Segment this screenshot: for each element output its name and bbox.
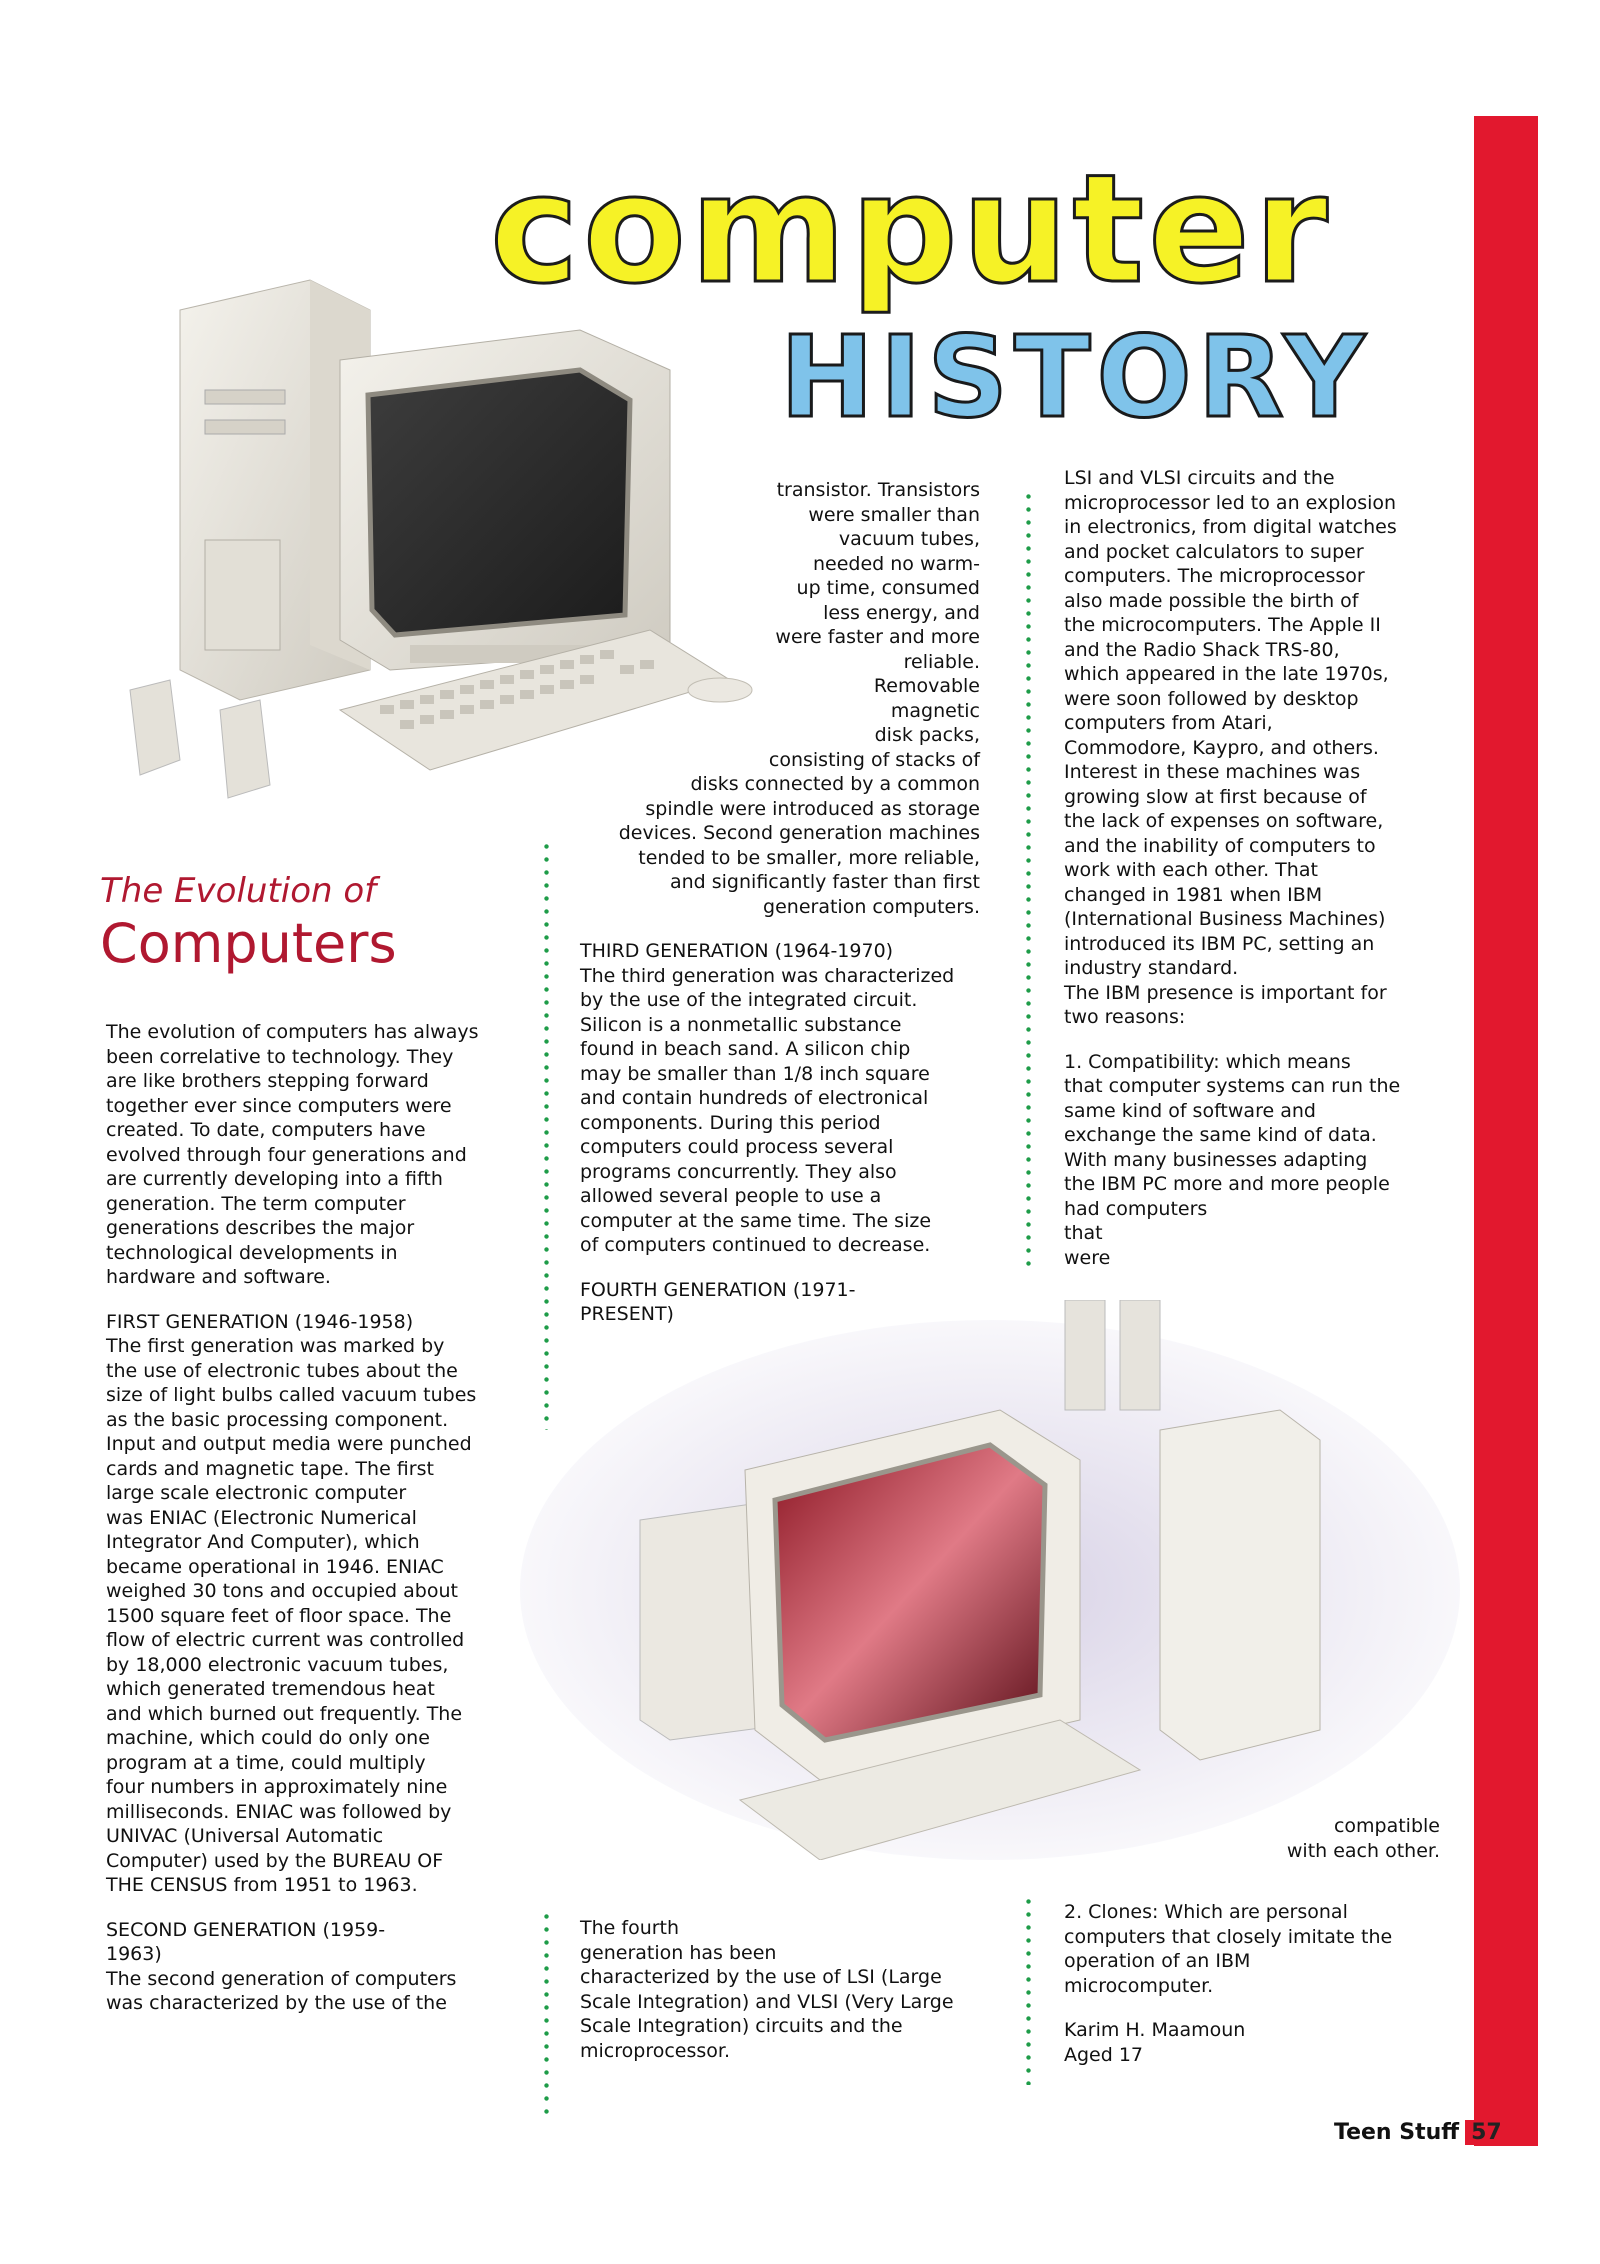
second-generation-body: The second generation of computers was characterized by the use of the [106, 1967, 457, 2014]
fourth-generation-body: The fourth generation has been characterized by the use of LSI (Large Scale Integration) and VLSI (Very Large Scale Integration) circuits and the microprocessor. [580, 1917, 954, 2062]
first-generation-body: The first generation was marked by the use of electronic tubes about the size of light bulbs called vacuum tubes as the basic processing component. Input and output media were punched cards and magnetic tape. The first large scale electronic computer was ENIAC (Electronic Numerical Integrator And Computer), which became operational in 1946. ENIAC weighed 30 tons and occupied about 1500 square feet of floor space. The flow of electric current was controlled by 18,000 electronic vacuum tubes, which generated tremendous heat and which burned out frequently. The machine, which could do only one program at a time, could multiply four numbers in approximately nine milliseconds. ENIAC was followed by UNIVAC (Universal Automatic Computer) used by the BUREAU OF THE CENSUS from 1951 to 1963. [106, 1335, 477, 1896]
second-generation-title: SECOND GENERATION (1959- 1963) [106, 1918, 386, 1965]
heading-big: Computers [100, 912, 397, 975]
column-divider-dots [544, 840, 549, 1430]
column-divider-dots [1026, 490, 1031, 1270]
column-2 [580, 478, 1000, 1327]
column-divider-dots [544, 1910, 549, 2120]
clones-point: 2. Clones: Which are personal computers that closely imitate the operation of an IBM microcomputer. [1064, 1901, 1393, 1997]
tower-computer-image [520, 1300, 1460, 1860]
column-3-body: LSI and VLSI circuits and the microprocessor led to an explosion in electronics, from digital watches and pocket calculators to super computers. The microprocessor also made possible the birth of the microcomputers. The Apple II and the Radio Shack TRS-80, which appeared in the late 1970s, were soon followed by desktop computers from Atari, Commodore, Kaypro, and others. Interest in these machines was growing slow at first because of the lack of expenses on software, and the inability of computers to work with each other. That changed in 1981 when IBM (International Business Machines) introduced its IBM PC, setting an industry standard. The IBM presence is important for two reasons: [1064, 467, 1397, 1028]
heading-small: The Evolution of [100, 871, 377, 911]
intro-paragraph: The evolution of computers has always been correlative to technology. They are like brothers stepping forward together ever since computers were created. To date, computers have evolved through four generations and are currently developing into a fifth generation. The term computer generations describes the major technological developments in hardware and software. [106, 1021, 479, 1288]
compatibility-point-end: compatible with each other. [1286, 1815, 1440, 1862]
page-number: 57 [1465, 2120, 1508, 2145]
title-computer: computer [490, 143, 1332, 317]
second-generation-continued: transistor. Transistors were smaller than vacuum tubes, needed no warm- up time, consumed less energy, and were faster and more reliable. Removable magnetic disk packs, consisting of stacks of disks connected by a common spindle were introduced as storage devices. Second generation machines tended to be smaller, more reliable, and significantly faster than first generation computers. [618, 479, 980, 918]
column-divider-dots [1026, 1895, 1031, 2085]
third-generation-title: THIRD GENERATION (1964-1970) [580, 940, 894, 962]
title-history: HISTORY [780, 318, 1440, 438]
page-footer [1334, 2120, 1508, 2145]
magazine-name: Teen Stuff [1334, 2120, 1460, 2145]
column-3 [1064, 466, 1456, 1290]
column-3-bottom [1064, 1900, 1456, 2087]
compatibility-point: 1. Compatibility: which means that computer systems can run the same kind of software and exchange the same kind of data. With many businesses adapting the IBM PC more and more people had computers that were [1064, 1050, 1401, 1269]
column-1 [106, 1020, 516, 2036]
page-edge-red-bar [1474, 116, 1538, 2146]
fourth-generation-title: FOURTH GENERATION (1971- PRESENT) [580, 1278, 856, 1325]
third-generation-body: The third generation was characterized by the use of the integrated circuit. Silicon is a nonmetallic substance found in beach sand. A silicon chip may be smaller than 1/8 inch square and contain hundreds of electronical components. During this period computers could process several programs concurrently. They also allowed several people to use a computer at the same time. The size of computers continued to decrease. [580, 964, 955, 1256]
author: Karim H. Maamoun Aged 17 [1064, 2019, 1246, 2066]
section-heading [100, 870, 460, 976]
first-generation-title: FIRST GENERATION (1946-1958) [106, 1310, 414, 1333]
